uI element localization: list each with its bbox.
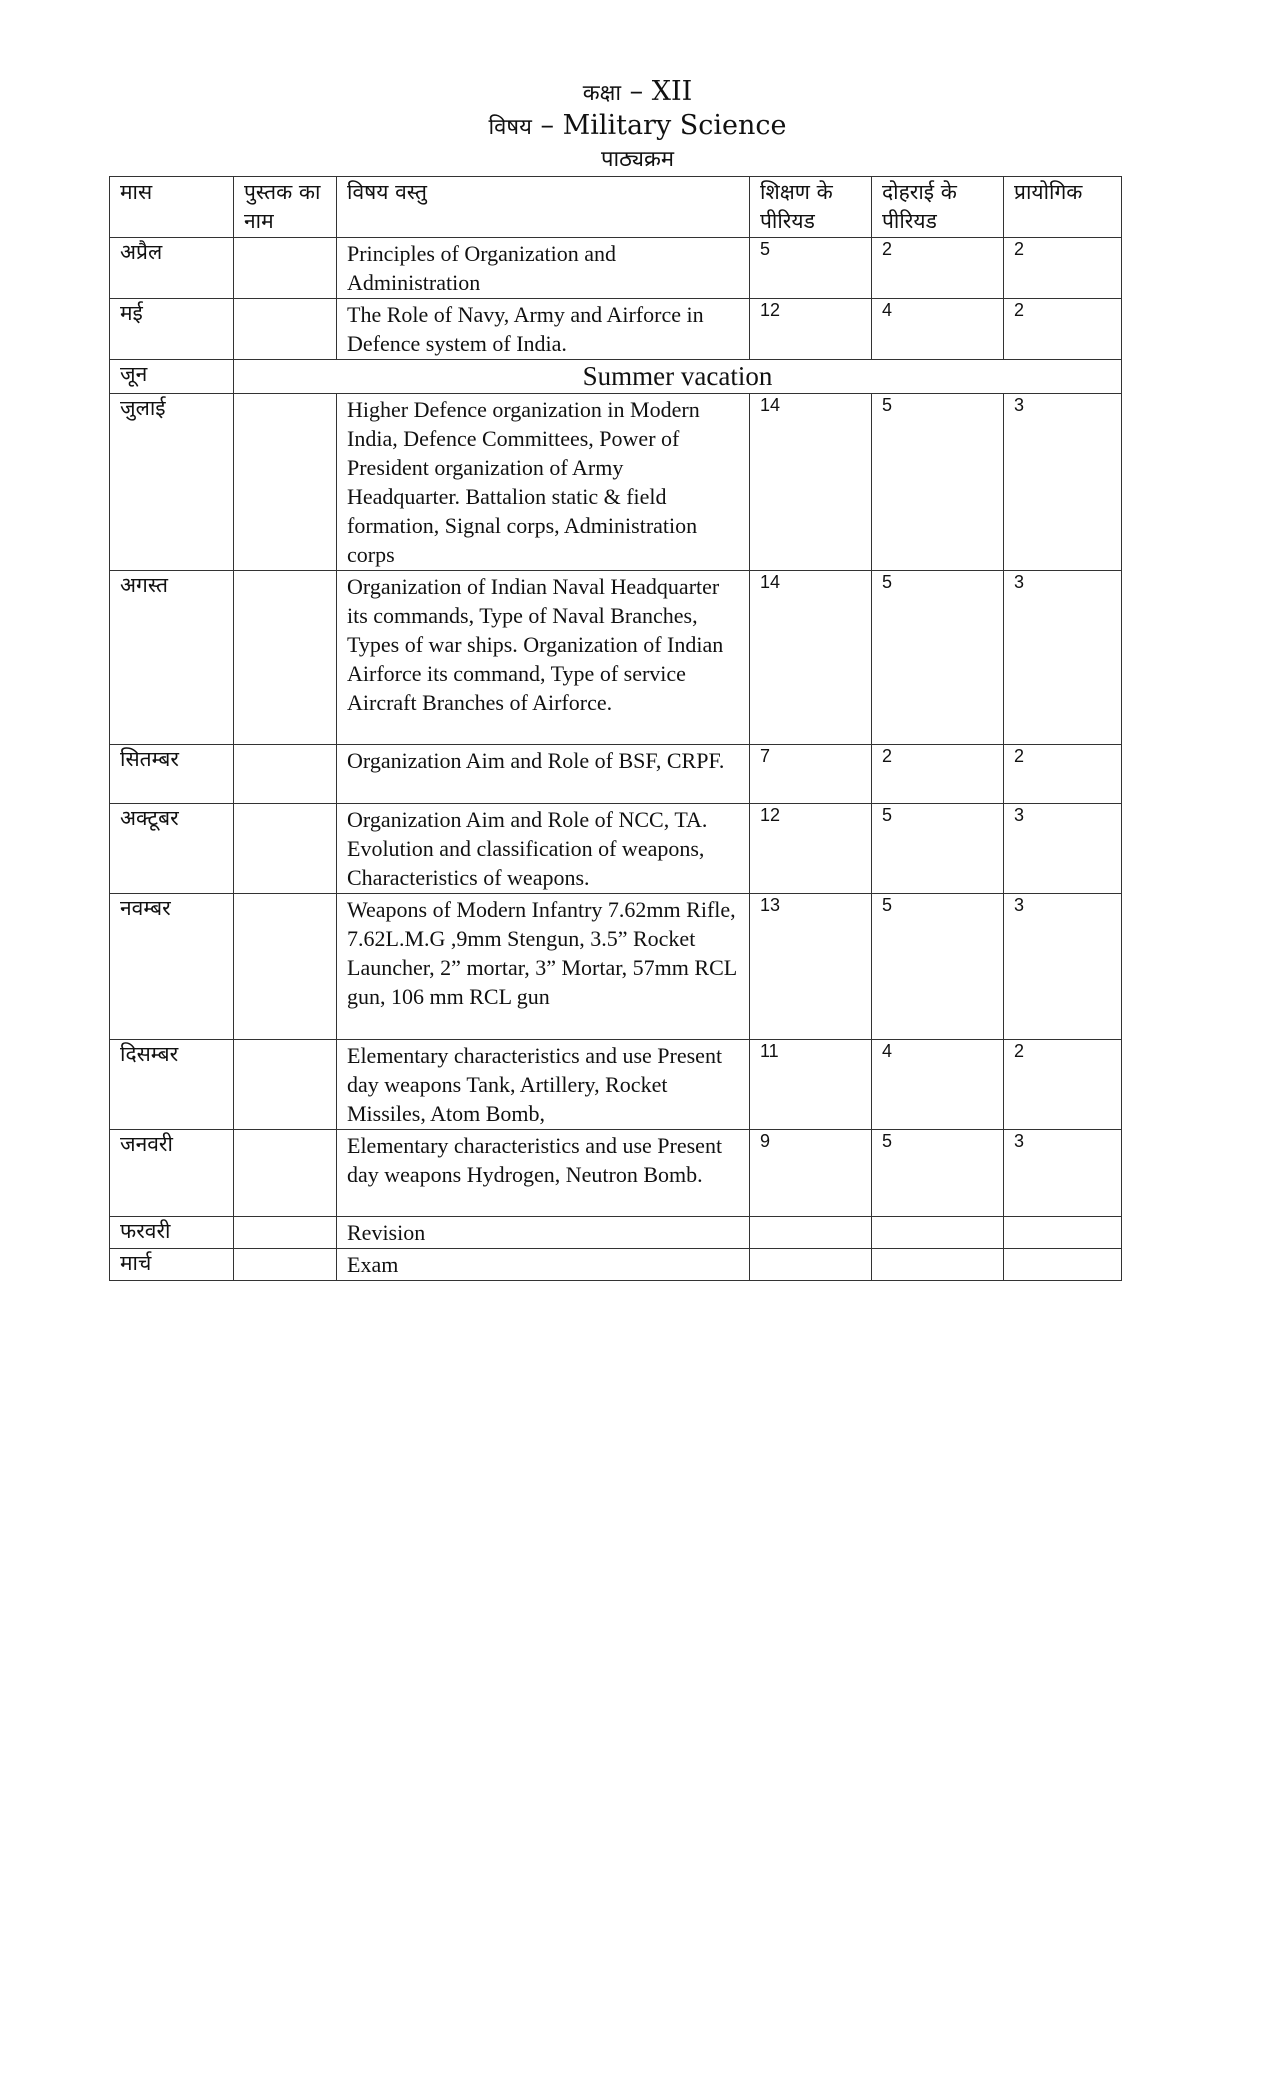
class-dash: –: [629, 76, 644, 107]
teaching-periods-cell: 13: [750, 894, 872, 1040]
revision-periods-cell: [872, 1249, 1004, 1281]
book-cell: [234, 1217, 337, 1249]
syllabus-table: [109, 176, 1122, 1281]
column-header: पुस्तक का नाम: [234, 177, 337, 238]
content-cell: Weapons of Modern Infantry 7.62mm Rifle, 7.62L.M.G ,9mm Stengun, 3.5” Rocket Launcher, 2” mortar, 3” Mortar, 57mm RCL gun, 106 mm RCL gun: [337, 894, 750, 1040]
month-cell: अगस्त: [110, 571, 234, 745]
practical-cell: 2: [1004, 299, 1122, 360]
revision-periods-cell: 5: [872, 571, 1004, 745]
table-row: [110, 804, 1122, 894]
syllabus-title: पाठ्यक्रम: [600, 147, 675, 172]
column-header: प्रायोगिक: [1004, 177, 1122, 238]
table-row: [110, 1130, 1122, 1217]
practical-cell: 3: [1004, 804, 1122, 894]
subject-dash: –: [540, 110, 554, 141]
practical-cell: 2: [1004, 238, 1122, 299]
month-cell: जुलाई: [110, 394, 234, 571]
table-row: [110, 394, 1122, 571]
month-cell: जून: [110, 360, 234, 394]
content-cell: Elementary characteristics and use Present day weapons Tank, Artillery, Rocket Missiles, Atom Bomb,: [337, 1040, 750, 1130]
practical-cell: 3: [1004, 1130, 1122, 1217]
revision-periods-cell: 5: [872, 894, 1004, 1040]
teaching-periods-cell: 5: [750, 238, 872, 299]
practical-cell: 2: [1004, 745, 1122, 804]
teaching-periods-cell: 9: [750, 1130, 872, 1217]
book-cell: [234, 894, 337, 1040]
book-cell: [234, 571, 337, 745]
summer-vacation-cell: Summer vacation: [234, 360, 1122, 394]
class-heading: [0, 76, 1275, 107]
class-value: XII: [651, 76, 693, 107]
column-header: शिक्षण के पीरियड: [750, 177, 872, 238]
content-cell: Organization Aim and Role of BSF, CRPF.: [337, 745, 750, 804]
book-cell: [234, 238, 337, 299]
teaching-periods-cell: [750, 1249, 872, 1281]
class-label: कक्षा: [582, 81, 622, 106]
column-header: दोहराई के पीरियड: [872, 177, 1004, 238]
table-row: [110, 1249, 1122, 1281]
column-header: विषय वस्तु: [337, 177, 750, 238]
book-cell: [234, 394, 337, 571]
book-cell: [234, 1130, 337, 1217]
table-row: [110, 360, 1122, 394]
month-cell: फरवरी: [110, 1217, 234, 1249]
book-cell: [234, 804, 337, 894]
book-cell: [234, 1249, 337, 1281]
practical-cell: 3: [1004, 394, 1122, 571]
revision-periods-cell: 4: [872, 299, 1004, 360]
teaching-periods-cell: 14: [750, 571, 872, 745]
revision-periods-cell: 5: [872, 394, 1004, 571]
month-cell: नवम्बर: [110, 894, 234, 1040]
revision-periods-cell: 2: [872, 238, 1004, 299]
teaching-periods-cell: 12: [750, 299, 872, 360]
content-cell: Exam: [337, 1249, 750, 1281]
teaching-periods-cell: [750, 1217, 872, 1249]
table-row: [110, 571, 1122, 745]
subject-heading: [0, 110, 1275, 141]
revision-periods-cell: 5: [872, 1130, 1004, 1217]
revision-periods-cell: [872, 1217, 1004, 1249]
practical-cell: [1004, 1249, 1122, 1281]
teaching-periods-cell: 14: [750, 394, 872, 571]
subject-value: Military Science: [562, 110, 787, 141]
table-row: [110, 238, 1122, 299]
table-header-row: [110, 177, 1122, 238]
practical-cell: 2: [1004, 1040, 1122, 1130]
table-row: [110, 1040, 1122, 1130]
teaching-periods-cell: 12: [750, 804, 872, 894]
practical-cell: 3: [1004, 571, 1122, 745]
content-cell: The Role of Navy, Army and Airforce in Defence system of India.: [337, 299, 750, 360]
column-header: मास: [110, 177, 234, 238]
practical-cell: [1004, 1217, 1122, 1249]
revision-periods-cell: 4: [872, 1040, 1004, 1130]
book-cell: [234, 299, 337, 360]
table-row: [110, 894, 1122, 1040]
month-cell: मई: [110, 299, 234, 360]
teaching-periods-cell: 7: [750, 745, 872, 804]
month-cell: मार्च: [110, 1249, 234, 1281]
month-cell: जनवरी: [110, 1130, 234, 1217]
content-cell: Revision: [337, 1217, 750, 1249]
subject-label: विषय: [488, 115, 532, 140]
content-cell: Organization of Indian Naval Headquarter its commands, Type of Naval Branches, Types of war ships. Organization of Indian Airforce its command, Type of service Aircraft Branches of Airforce.: [337, 571, 750, 745]
book-cell: [234, 1040, 337, 1130]
table-row: [110, 1217, 1122, 1249]
table-row: [110, 745, 1122, 804]
month-cell: अप्रैल: [110, 238, 234, 299]
table-row: [110, 299, 1122, 360]
revision-periods-cell: 5: [872, 804, 1004, 894]
content-cell: Higher Defence organization in Modern India, Defence Committees, Power of President organization of Army Headquarter. Battalion static & field formation, Signal corps, Administration corps: [337, 394, 750, 571]
practical-cell: 3: [1004, 894, 1122, 1040]
book-cell: [234, 745, 337, 804]
content-cell: Organization Aim and Role of NCC, TA. Evolution and classification of weapons, Characteristics of weapons.: [337, 804, 750, 894]
month-cell: दिसम्बर: [110, 1040, 234, 1130]
revision-periods-cell: 2: [872, 745, 1004, 804]
month-cell: सितम्बर: [110, 745, 234, 804]
teaching-periods-cell: 11: [750, 1040, 872, 1130]
content-cell: Principles of Organization and Administration: [337, 238, 750, 299]
content-cell: Elementary characteristics and use Present day weapons Hydrogen, Neutron Bomb.: [337, 1130, 750, 1217]
month-cell: अक्टूबर: [110, 804, 234, 894]
